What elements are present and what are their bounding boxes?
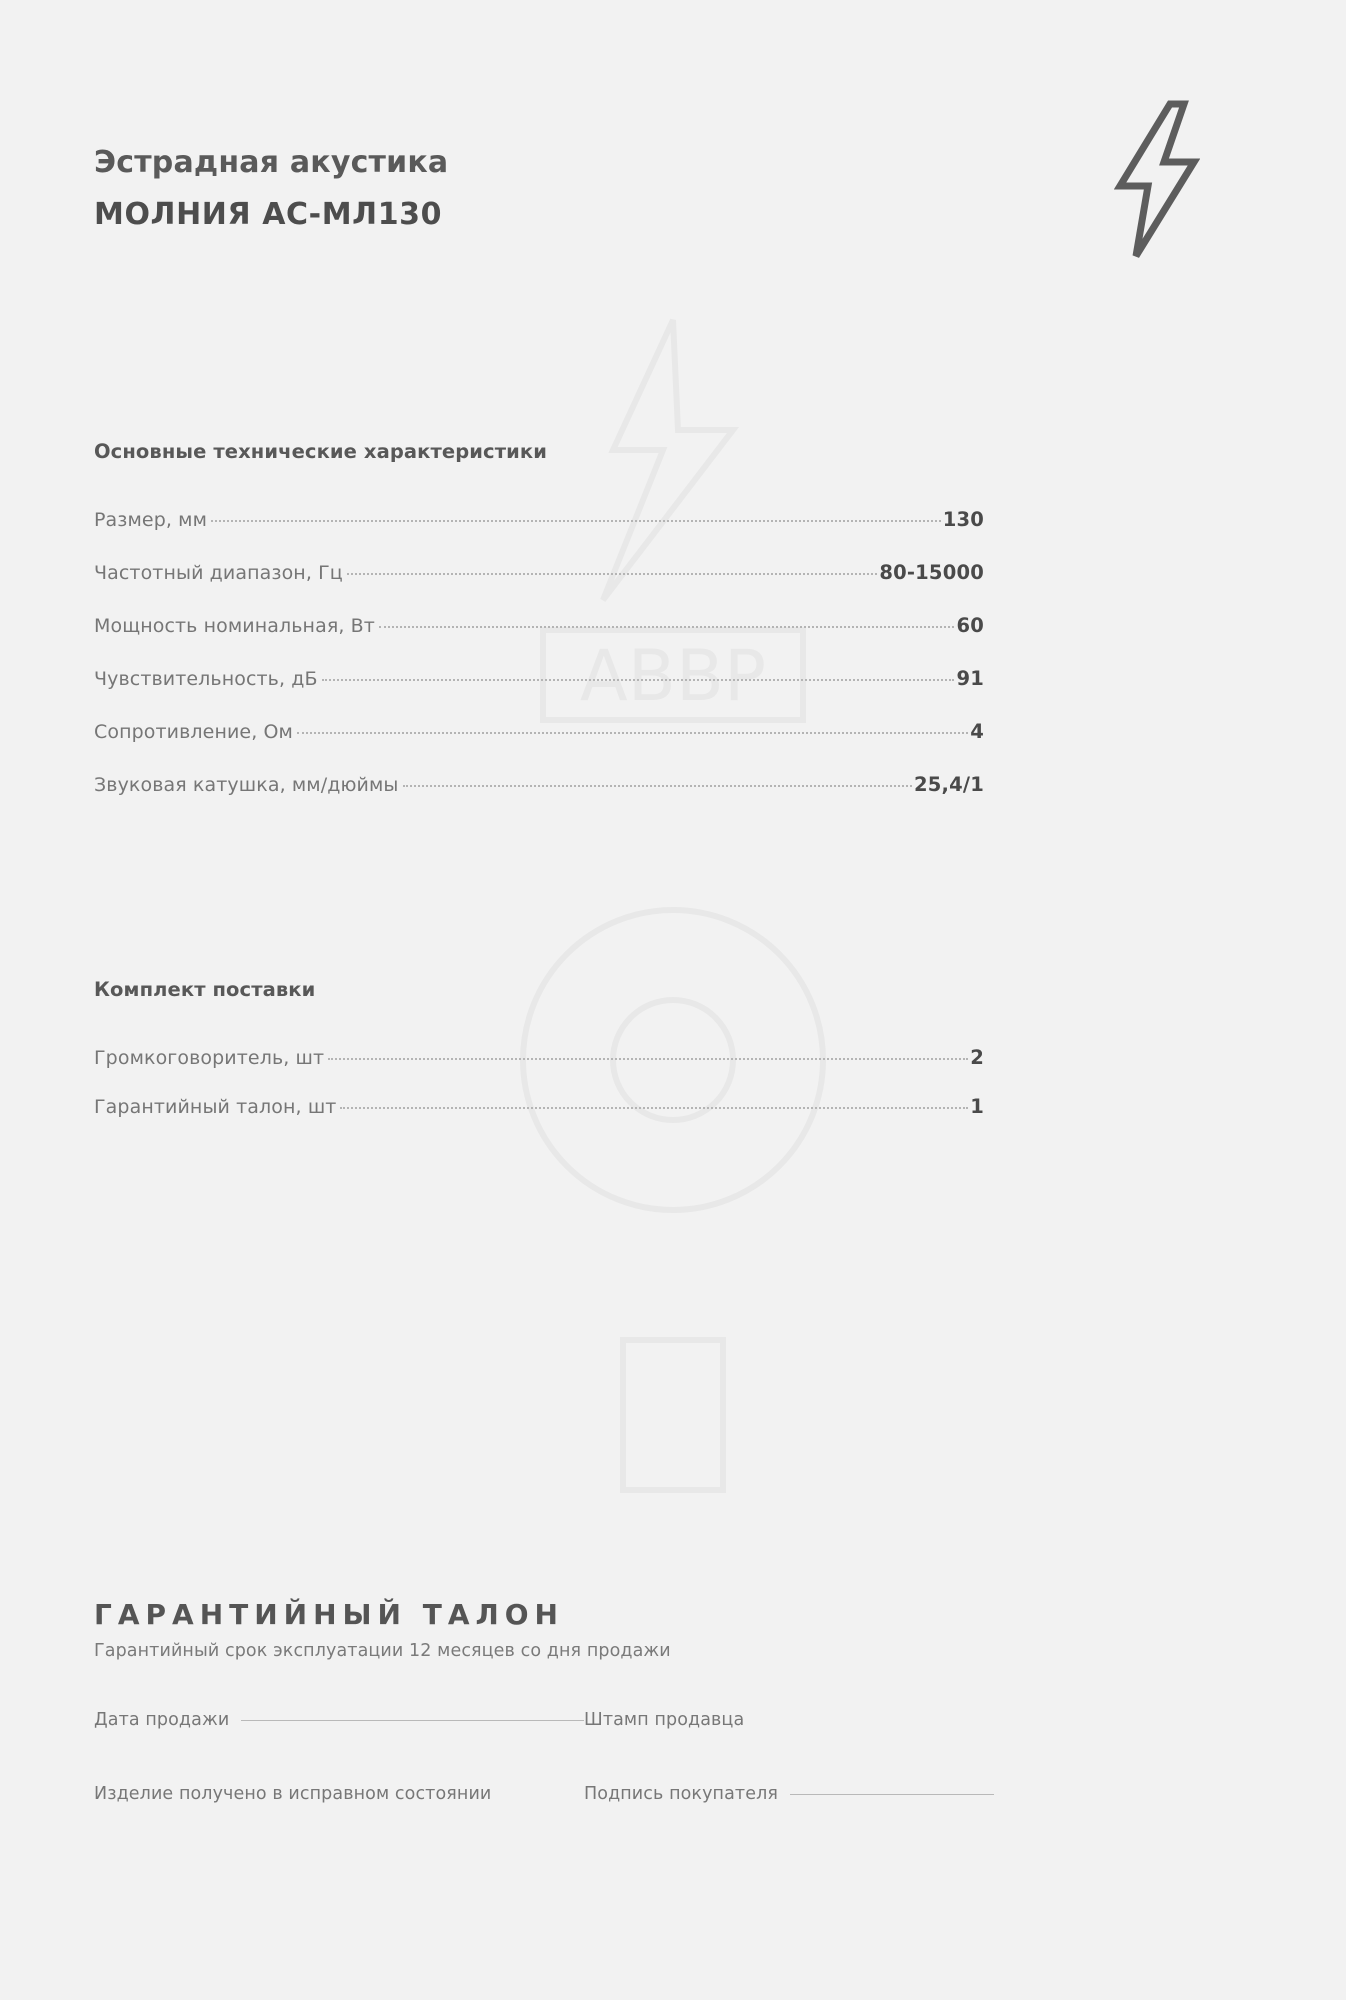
kit-list (94, 1046, 984, 1144)
spec-value: 130 (942, 508, 984, 531)
spec-value: 4 (970, 720, 984, 743)
warranty-section (94, 1598, 994, 1661)
field-label: Дата продажи (94, 1710, 230, 1730)
spec-row (94, 561, 984, 584)
leader-dots (340, 1107, 968, 1109)
document-header (94, 145, 994, 232)
product-category: Эстрадная акустика (94, 145, 449, 180)
kit-value: 1 (970, 1095, 984, 1118)
field-buyer-signature (584, 1784, 994, 1804)
field-received-in-good-condition (94, 1784, 584, 1804)
spec-row (94, 614, 984, 637)
warranty-field-row (94, 1710, 994, 1730)
specs-list (94, 508, 984, 826)
spec-row (94, 773, 984, 796)
spec-row (94, 720, 984, 743)
leader-dots (347, 573, 877, 575)
spec-label: Чувствительность, дБ (94, 668, 318, 690)
svg-text:АВВР: АВВР (579, 635, 767, 717)
spec-label: Мощность номинальная, Вт (94, 615, 375, 637)
field-label: Изделие получено в исправном состоянии (94, 1784, 492, 1804)
spec-value: 25,4/1 (913, 773, 984, 796)
leader-dots (297, 732, 968, 734)
kit-row (94, 1046, 984, 1069)
kit-section-title: Комплект поставки (94, 978, 316, 1001)
leader-dots (328, 1058, 968, 1060)
field-label: Подпись покупателя (584, 1784, 778, 1804)
leader-dots (379, 626, 955, 628)
kit-row (94, 1095, 984, 1118)
spec-label: Звуковая катушка, мм/дюймы (94, 774, 399, 796)
leader-dots (322, 679, 955, 681)
spec-value: 91 (956, 667, 984, 690)
write-in-line[interactable] (241, 1719, 584, 1721)
kit-label: Гарантийный талон, шт (94, 1096, 337, 1118)
warranty-title: ГАРАНТИЙНЫЙ ТАЛОН (94, 1598, 564, 1631)
field-date-of-sale (94, 1710, 584, 1730)
specs-section-title: Основные технические характеристики (94, 440, 547, 463)
kit-value: 2 (970, 1046, 984, 1069)
spec-label: Размер, мм (94, 509, 208, 531)
leader-dots (211, 520, 941, 522)
warranty-fields (94, 1710, 994, 1804)
warranty-subtitle: Гарантийный срок эксплуатации 12 месяцев со дня продажи (94, 1641, 671, 1661)
spec-label: Сопротивление, Ом (94, 721, 293, 743)
spec-label: Частотный диапазон, Гц (94, 562, 343, 584)
product-model: МОЛНИЯ АС-МЛ130 (94, 197, 443, 232)
kit-label: Громкоговоритель, шт (94, 1047, 325, 1069)
field-seller-stamp (584, 1710, 994, 1730)
spec-value: 80-15000 (879, 561, 984, 584)
warranty-field-row (94, 1784, 994, 1804)
document-content (94, 0, 1254, 2000)
field-label: Штамп продавца (584, 1710, 745, 1730)
leader-dots (403, 785, 912, 787)
spec-value: 60 (956, 614, 984, 637)
lightning-bolt-icon (1114, 100, 1200, 260)
write-in-line[interactable] (790, 1793, 994, 1795)
spec-row (94, 508, 984, 531)
spec-row (94, 667, 984, 690)
